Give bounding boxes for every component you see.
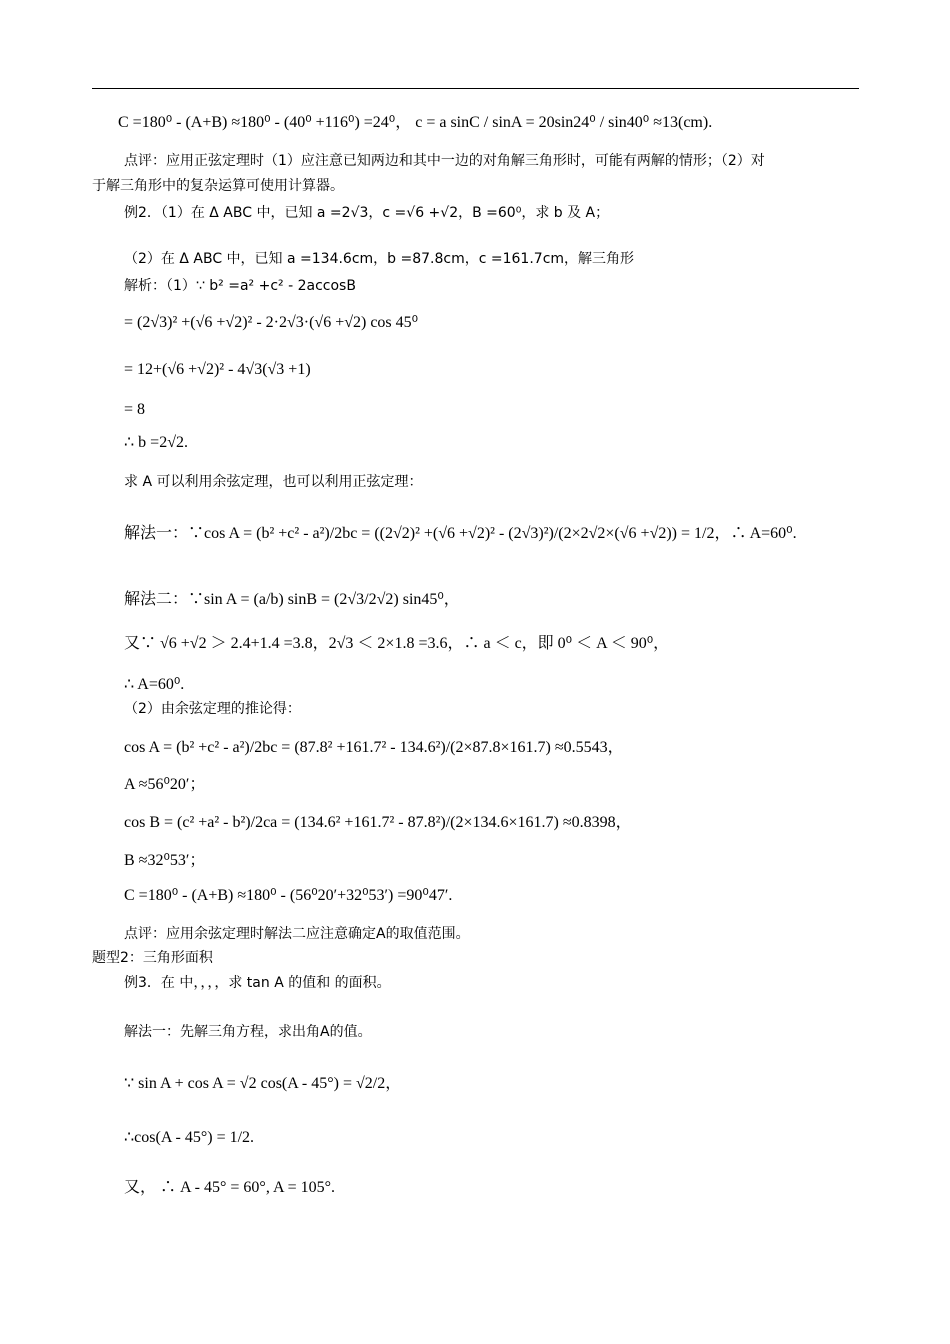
text-line: （2）由余弦定理的推论得： (124, 701, 301, 717)
text-line: = (2√3)² +(√6 +√2)² - 2·2√3·(√6 +√2) cos 45⁰ (124, 314, 419, 331)
header-rule (92, 88, 859, 89)
text-line: ∵ sin A + cos A = √2 cos(A - 45°) = √2/2， (124, 1075, 402, 1092)
section-heading: 题型2：三角形面积 (92, 950, 213, 966)
text-line: 又∵ √6 +√2 ＞ 2.4+1.4 =3.8，2√3 ＜ 2×1.8 =3.6，∴ a ＜ c，即 0⁰ ＜ A ＜ 90⁰， (124, 635, 670, 652)
text-line: = 8 (124, 401, 146, 418)
text-line: 解法一：∵cos A = (b² +c² - a²)/2bc = ((2√2)² +(√6 +√2)² - (2√3)²)/(2×2√2×(√6 +√2)) = 1/2，∴ A=60⁰. (124, 525, 797, 542)
text-line: ∴ b =2√2. (124, 434, 188, 451)
text-line: = 12+(√6 +√2)² - 4√3(√3 +1) (124, 361, 311, 378)
text-line: cos B = (c² +a² - b²)/2ca = (134.6² +161.7² - 87.8²)/(2×134.6×161.7) ≈0.8398， (124, 814, 632, 831)
text-line: 例2．（1）在 Δ ABC 中，已知 a =2√3，c =√6 +√2，B =60⁰，求 b 及 A； (124, 205, 610, 221)
text-line: A ≈56⁰20′； (124, 776, 206, 793)
text-line: 于解三角形中的复杂运算可使用计算器。 (92, 178, 344, 194)
text-line: C =180⁰ - (A+B) ≈180⁰ - (40⁰ +116⁰) =24⁰， c = a sinC / sinA = 20sin24⁰ / sin40⁰ ≈13(cm). (118, 114, 713, 131)
text-line: 点评：应用余弦定理时解法二应注意确定A的取值范围。 (124, 926, 470, 942)
text-line: B ≈32⁰53′； (124, 852, 206, 869)
text-line: C =180⁰ - (A+B) ≈180⁰ - (56⁰20′+32⁰53′) =90⁰47′. (124, 887, 453, 904)
text-line: ∴cos(A - 45°) = 1/2. (124, 1129, 255, 1146)
text-line: 又， ∴ A - 45° = 60°, A = 105°. (124, 1179, 336, 1196)
text-line: 求 A 可以利用余弦定理，也可以利用正弦定理： (124, 474, 423, 490)
text-line: 解法二：∵sin A = (a/b) sinB = (2√3/2√2) sin45⁰， (124, 591, 460, 608)
text-line: （2）在 Δ ABC 中，已知 a =134.6cm，b =87.8cm，c =161.7cm，解三角形 (124, 251, 635, 267)
text-line: 点评：应用正弦定理时（1）应注意已知两边和其中一边的对角解三角形时，可能有两解的情形；（2）对 (124, 153, 765, 169)
text-line: 解法一：先解三角方程，求出角A的值。 (124, 1024, 372, 1040)
text-line: ∴ A=60⁰. (124, 676, 185, 693)
text-line: 例3．在 中，，，，求 tan A 的值和 的面积。 (124, 975, 391, 991)
text-line: cos A = (b² +c² - a²)/2bc = (87.8² +161.7² - 134.6²)/(2×87.8×161.7) ≈0.5543， (124, 739, 624, 756)
text-line: 解析：（1）∵ b² =a² +c² - 2accosB (124, 278, 356, 294)
